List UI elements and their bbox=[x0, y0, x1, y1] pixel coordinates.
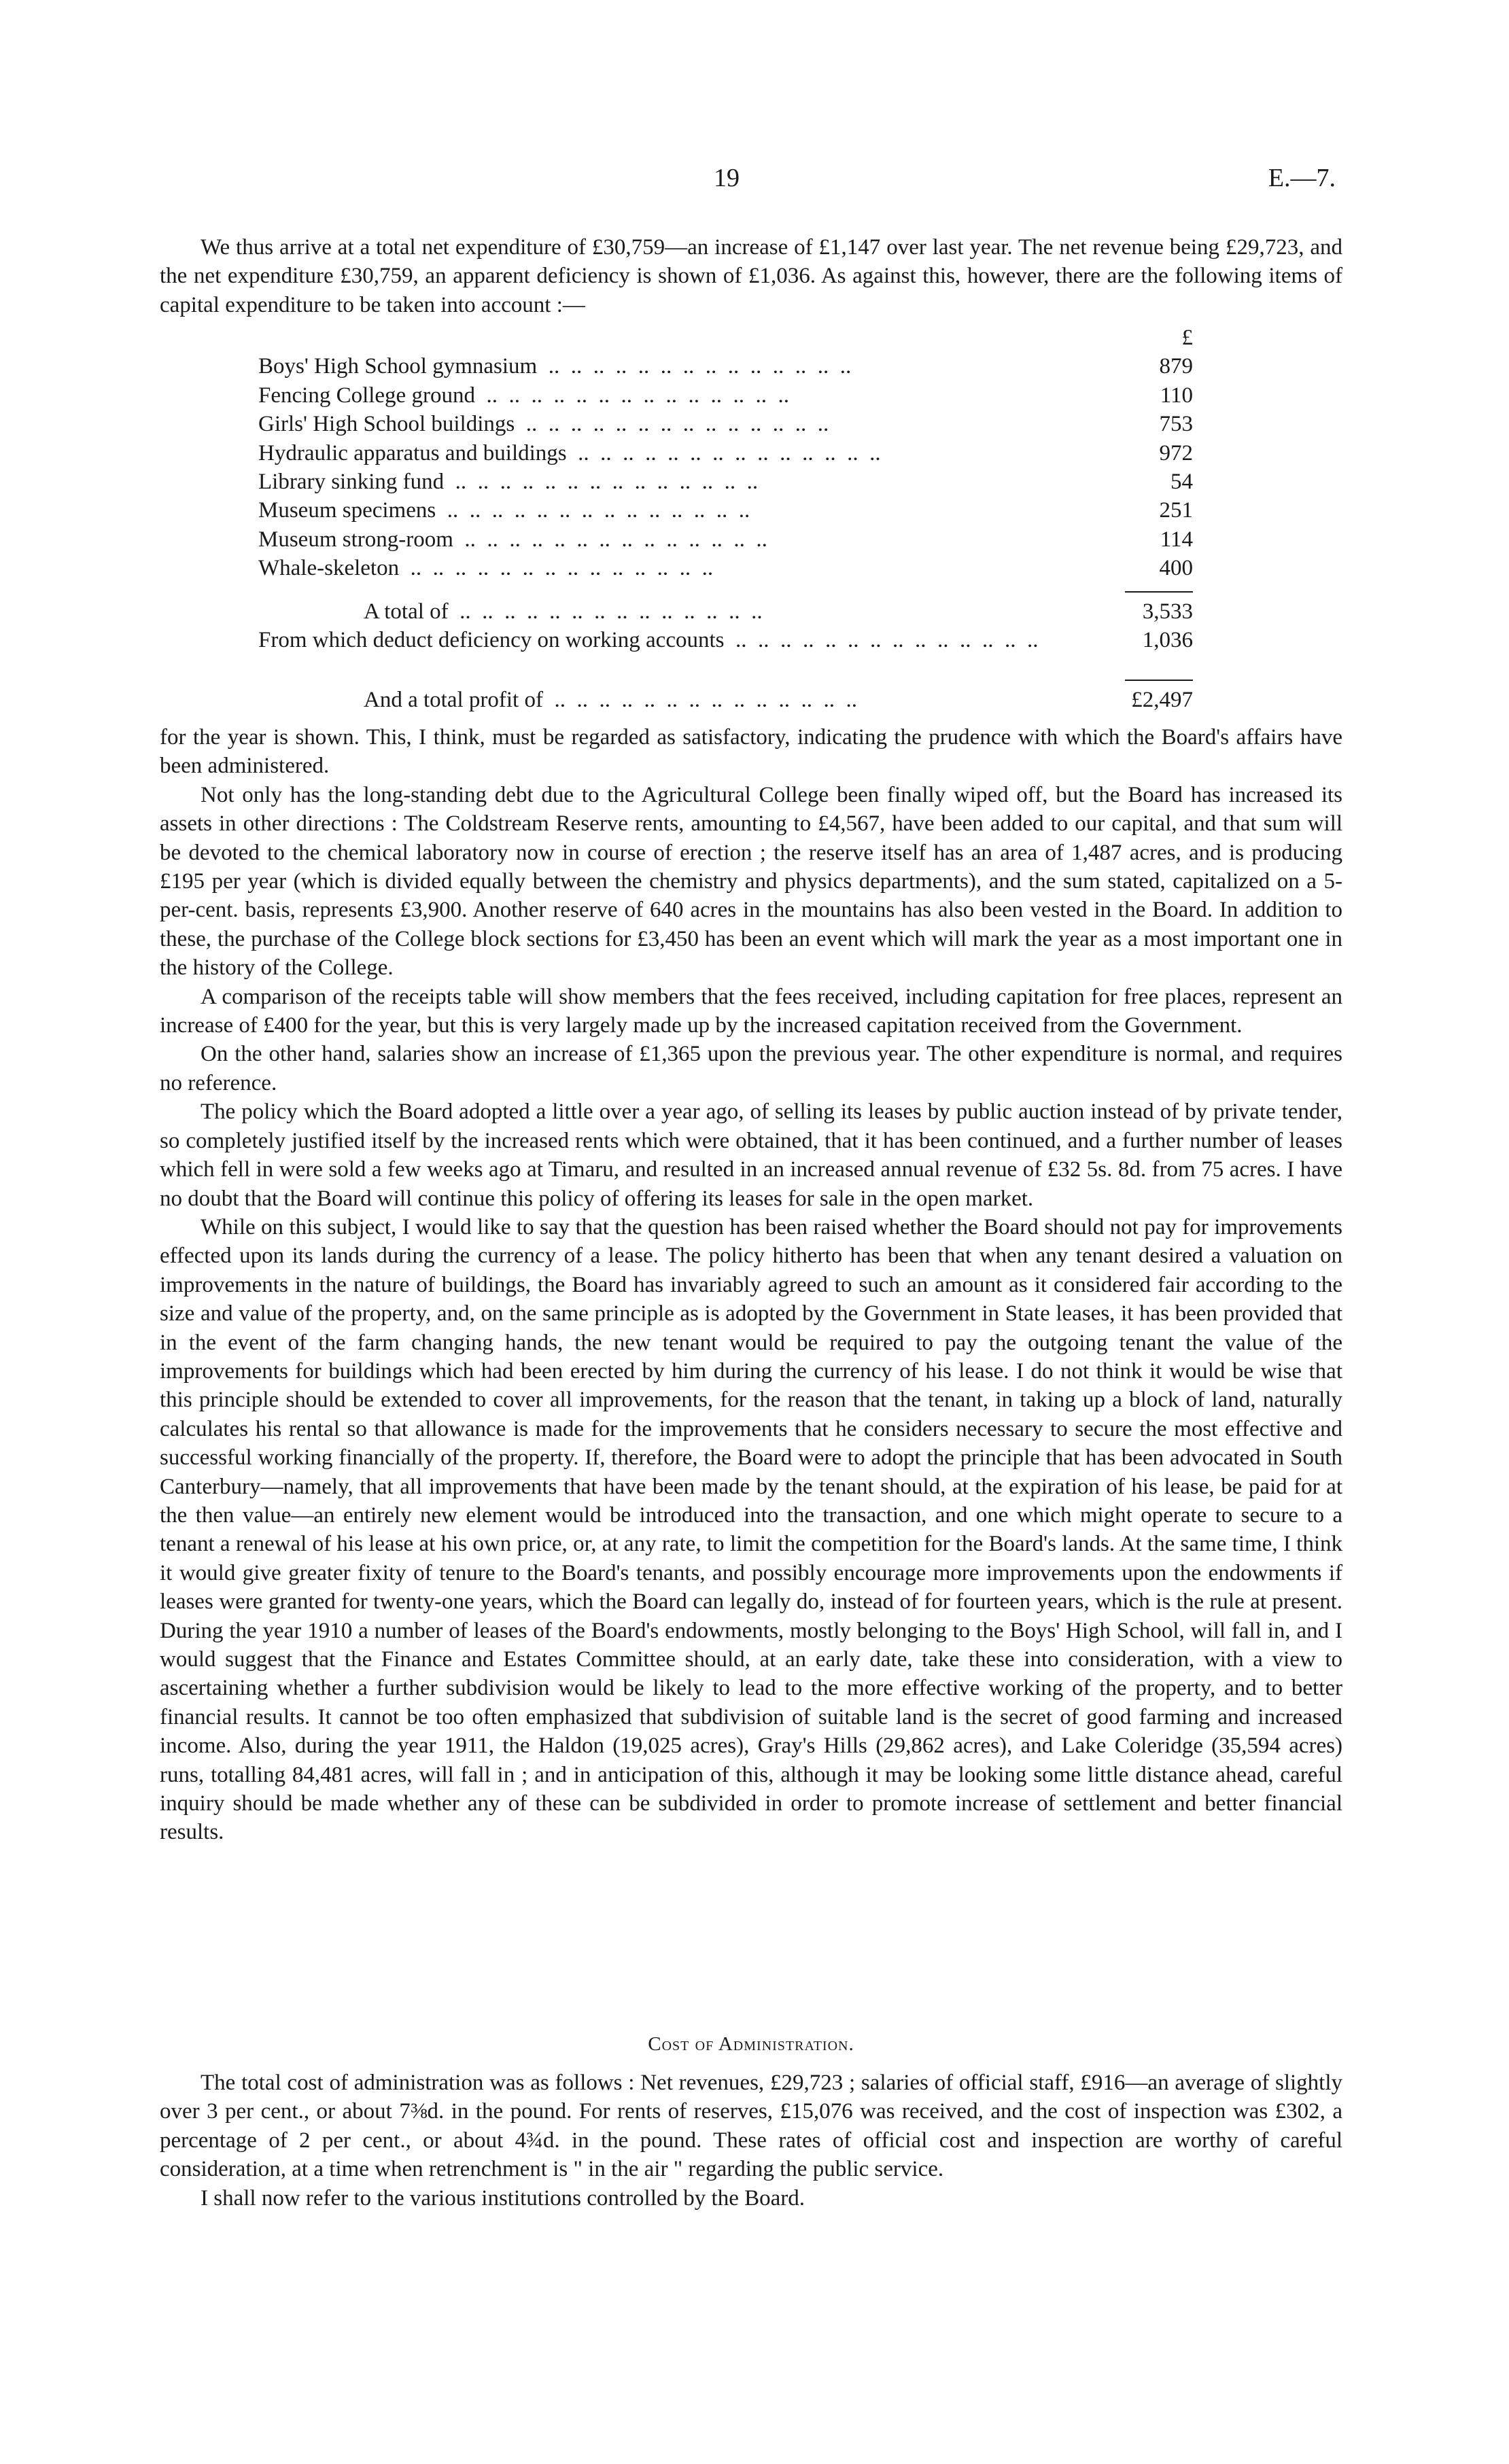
profit-row bbox=[258, 686, 1193, 714]
profit-amount: £2,497 bbox=[1131, 688, 1193, 712]
totals-table bbox=[258, 597, 1193, 655]
main-body bbox=[160, 723, 1342, 1847]
table-row bbox=[258, 468, 1193, 496]
table-row bbox=[258, 352, 1193, 381]
total-label: A total of .. . bbox=[258, 597, 1084, 626]
document-code: E.—7. bbox=[1268, 164, 1336, 192]
paragraph: The total cost of administration was as follows : Net revenues, £29,723 ; salaries of official staff, £916—an average of slightly over 3 per cent., or about 7⅜d. in the pound. For rents of reserves, £15,076 was received, and the cost of inspection was £302, a percentage of 2 per cent., or about 4¾d. in the pound. These rates of official cost and inspection are worthy of careful consideration, at a time when retrenchment is " in the air " regarding the public service. bbox=[160, 2071, 1342, 2182]
section-heading-text: Cost of Administration. bbox=[648, 2033, 854, 2055]
item-amount: 251 bbox=[1159, 498, 1193, 523]
item-label: Library sinking fund .. . bbox=[258, 468, 1071, 496]
paragraph: While on this subject, I would like to say that the question has been raised whether the Board should not pay for improvements effected upon its lands during the currency of a lease. The policy hitherto has been that when any tenant desired a valuation on improvements in the nature of buildings, the Board has invariably agreed to such an amount as it considered fair according to the size and value of the property, and, on the same principle as is adopted by the Government in State leases, it has been provided that in the event of the farm changing hands, the new tenant would be required to pay the outgoing tenant the value of the improvements for buildings which had been erected by him during the currency of his lease. I do not think it would be wise that this principle should be extended to cover all improvements, for the reason that the tenant, in taking up a block of land, naturally calculates his rental so that allowance is made for the improvements that he considers necessary to secure the most effective and successful working financially of the property. If, therefore, the Board were to adopt the principle that has been advocated in South Canterbury—namely, that all improvements that have been made by the tenant should, at the expiration of his lease, be paid for at the then value—an entirely new element would be introduced into the transaction, and one which might operate to secure to a tenant a renewal of his lease at his own price, or, at any rate, to limit the competition for the Board's lands. At the same time, I think it would give greater fixity of tenure to the Board's tenants, and possibly encourage more improvements upon the endowments if leases were granted for twenty-one years, which the Board can legally do, instead of for fourteen years, which is the rule at present. During the year 1910 a number of leases of the Board's endowments, mostly belonging to the Boys' High School, will fall in, and I would suggest that the Finance and Estates Committee should, at an early date, take these into consideration, with a view to ascertaining whether a further subdivision would be likely to lead to the more effective working of the property, and to better financial results. It cannot be too often emphasized that subdivision of suitable land is the secret of good farming and increased income. Also, during the year 1911, the Haldon (19,025 acres), Gray's Hills (29,862 acres), and Lake Coleridge (35,594 acres) runs, totalling 84,481 acres, will fall in ; and in anticipation of this, although it may be looking some little distance ahead, careful inquiry should be made whether any of these can be subdivided in order to promote increase of settlement and better financial results. bbox=[160, 1214, 1342, 1845]
item-label: Girls' High School buildings .. . bbox=[258, 410, 1071, 438]
paragraph: Not only has the long-standing debt due to the Agricultural College been finally wiped off, but the Board has increased its assets in other directions : The Coldstream Reserve rents, amounting to £4,567, have been added to our capital, and that sum will be devoted to the chemical laboratory now in course of erection ; the reserve itself has an area of 1,487 acres, and is producing £195 per year (which is divided equally between the chemistry and physics departments), and the sum stated, capitalized on a 5-per-cent. basis, represents £3,900. Another reserve of 640 acres in the mountains has also been vested in the Board. In addition to these, the purchase of the College block sections for £3,450 has been an event which will mark the year as a most important one in the history of the College. bbox=[160, 782, 1342, 981]
deduct-label: From which deduct deficiency on working accounts .. . bbox=[258, 626, 1071, 654]
item-amount: 753 bbox=[1159, 412, 1193, 437]
deduct-row bbox=[258, 626, 1193, 654]
table-header-row bbox=[258, 323, 1193, 352]
paragraph: The policy which the Board adopted a little over a year ago, of selling its leases by public auction instead of by private tender, so completely justified itself by the increased rents which were obtained, that it has been continued, and a further number of leases which fell in were sold a few weeks ago at Timaru, and resulted in an increased annual revenue of £32 5s. 8d. from 75 acres. I have no doubt that the Board will continue this policy of offering its leases for sale in the open market. bbox=[160, 1099, 1342, 1211]
item-amount: 114 bbox=[1160, 527, 1193, 552]
item-amount: 400 bbox=[1159, 556, 1193, 581]
profit-table bbox=[258, 686, 1193, 714]
cost-section-body bbox=[160, 2069, 1342, 2213]
table-row bbox=[258, 525, 1193, 554]
item-amount: 54 bbox=[1170, 469, 1193, 494]
item-label: Boys' High School gymnasium .. . bbox=[258, 352, 1071, 381]
item-label: Hydraulic apparatus and buildings .. . bbox=[258, 439, 1071, 468]
paragraph: for the year is shown. This, I think, must be regarded as satisfactory, indicating the prudence with which the Board's affairs have been administered. bbox=[160, 725, 1342, 779]
item-amount: 972 bbox=[1159, 440, 1193, 465]
item-label: Museum specimens .. . bbox=[258, 496, 1071, 525]
currency-header: £ bbox=[1181, 325, 1193, 350]
item-amount: 110 bbox=[1160, 383, 1193, 408]
capital-expenditure-table bbox=[258, 323, 1193, 583]
item-label: Fencing College ground .. . bbox=[258, 381, 1071, 410]
paragraph: On the other hand, salaries show an increase of £1,365 upon the previous year. The other expenditure is normal, and requires no reference. bbox=[160, 1042, 1342, 1095]
total-rule bbox=[1125, 680, 1193, 681]
deduct-amount: 1,036 bbox=[1142, 628, 1193, 653]
paragraph: I shall now refer to the various institutions controlled by the Board. bbox=[201, 2185, 805, 2211]
item-label: Whale-skeleton .. . bbox=[258, 554, 1071, 582]
table-row bbox=[258, 381, 1193, 410]
total-row bbox=[258, 597, 1193, 626]
section-heading bbox=[160, 2033, 1342, 2056]
intro-text: We thus arrive at a total net expenditure of £30,759—an increase of £1,147 over last year. The net revenue being £29,723, and the net expenditure £30,759, an apparent deficiency is shown of £1,036. As against this, however, there are the following items of capital expenditure to be taken into account :— bbox=[160, 235, 1342, 317]
table-row bbox=[258, 410, 1193, 438]
item-label: Museum strong-room .. . bbox=[258, 525, 1071, 554]
item-amount: 879 bbox=[1159, 354, 1193, 379]
paragraph: A comparison of the receipts table will show members that the fees received, including capitation for free places, represent an increase of £400 for the year, but this is very largely made up by the increased capitation received from the Government. bbox=[160, 984, 1342, 1038]
table-row bbox=[258, 439, 1193, 468]
table-row bbox=[258, 496, 1193, 525]
page-number: 19 bbox=[714, 164, 740, 192]
table-row bbox=[258, 554, 1193, 582]
profit-label: And a total profit of .. . bbox=[258, 686, 1084, 714]
intro-paragraph bbox=[160, 233, 1342, 319]
total-amount: 3,533 bbox=[1142, 599, 1193, 624]
subtotal-rule bbox=[1125, 591, 1193, 593]
